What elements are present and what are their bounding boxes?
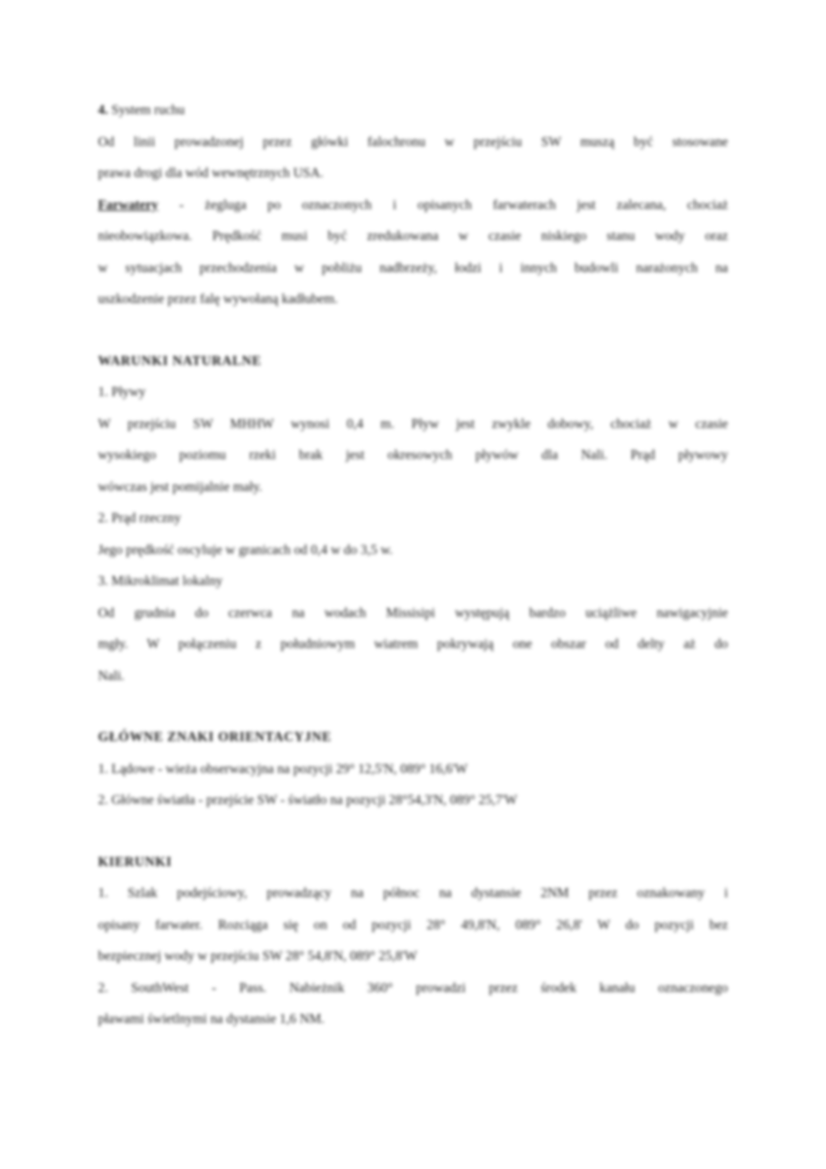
microclimate-line-3: Nali. (98, 667, 125, 683)
fairway-para-line-1: nieobowiązkowa. Prędkość musi być zredukowana w czasie niskiego stanu wody oraz (98, 228, 728, 243)
fairway-para-line-2: w sytuacjach przechodzenia w pobliżu nadbrzeży, łodzi i innych budowli narażonych na (98, 259, 728, 275)
section-number: 4. (98, 102, 109, 117)
document-page (98, 94, 728, 1035)
landmark-item-1: 1. Lądowe - wieża obserwacyjna na pozycji 29° 12,5'N, 089° 16,6'W (98, 760, 468, 776)
direction-1-line-2: opisany farwater. Rozciąga się on od pozycji 28° 49,8'N, 089° 26,8' W do pozycji bez (98, 916, 728, 932)
fairway-para-line-3: uszkodzenie przez falę wywołaną kadłubem. (98, 291, 338, 306)
microclimate-line-2: mgły. W połączeniu z południowym wiatrem pokrywają one obszar od delty aż do (98, 636, 728, 651)
tides-line-1: W przejściu SW MHHW wynosi 0,4 m. Pływ jest zwykle dobowy, chociaż w czasie (98, 415, 728, 431)
heading-natural-conditions: WARUNKI NATURALNE (98, 352, 262, 368)
fairway-line (98, 189, 728, 221)
direction-2-line-1: 2. SouthWest - Pass. Nabieżnik 360° prowadzi przez środek kanału oznaczonego (98, 979, 728, 995)
microclimate-line-1: Od grudnia do czerwca na wodach Missisipi występują bardzo uciążliwe nawigacyjnie (98, 604, 728, 620)
tides-title: 1. Pływy (98, 384, 146, 399)
direction-1-line-3: bezpiecznej wody w przejściu SW 28° 54,8'N, 089° 25,8'W (98, 948, 418, 963)
current-line-1: Jego prędkość oscyluje w granicach od 0,4 w do 3,5 w. (98, 541, 393, 557)
direction-1-line-1: 1. Szlak podejściowy, prowadzący na północ na dystansie 2NM przez oznakowany i (98, 885, 728, 900)
system-para-line-1: Od linii prowadzonej przez główki falochronu w przejściu SW muszą być stosowane (98, 133, 728, 149)
microclimate-title: 3. Mikroklimat lokalny (98, 573, 223, 588)
section-title: System ruchu (111, 102, 185, 117)
current-title: 2. Prąd rzeczny (98, 510, 181, 525)
tides-line-3: wówczas jest pomijalnie mały. (98, 478, 263, 494)
section-title-system (98, 94, 728, 126)
fairway-text: - żegluga po oznaczonych i opisanych farwaterach jest zalecana, chociaż (158, 196, 728, 212)
fairway-label: Farwatery (98, 196, 159, 212)
system-para-line-2: prawa drogi dla wód wewnętrznych USA. (98, 165, 324, 180)
direction-2-line-2: pławami świetlnymi na dystansie 1,6 NM. (98, 1011, 325, 1026)
heading-directions: KIERUNKI (98, 853, 172, 869)
heading-landmarks: GŁÓWNE ZNAKI ORIENTACYJNE (98, 729, 332, 744)
landmark-item-2: 2. Główne światła - przejście SW - światło na pozycji 28°54,3'N, 089° 25,7'W (98, 792, 518, 807)
tides-line-2: wysokiego poziomu rzeki brak jest okresowych pływów dla Nali. Prąd pływowy (98, 447, 728, 462)
